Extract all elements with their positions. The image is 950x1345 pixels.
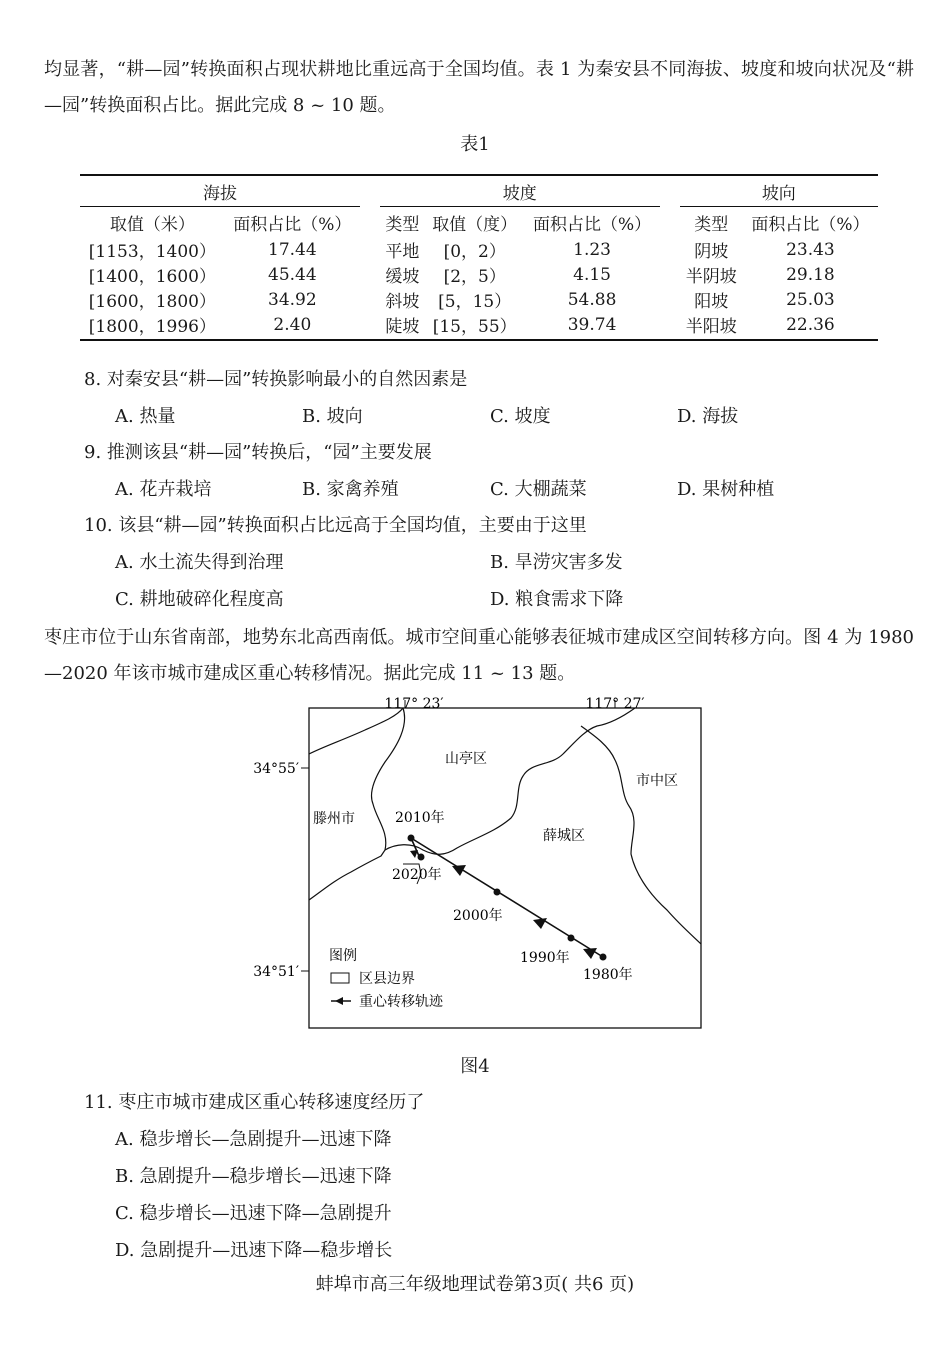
table-cell: 54.88 <box>567 289 617 310</box>
question-11-option-c: C. 稳步增长—迅速下降—急剧提升 <box>115 1203 392 1224</box>
centroid-point-2000 <box>494 889 501 896</box>
page-footer: 蚌埠市高三年级地理试卷第3页( 共6 页) <box>315 1274 635 1295</box>
column-header: 类型 <box>385 214 420 235</box>
table-cell: 29.18 <box>786 264 835 285</box>
centroid-point-2020 <box>418 854 425 861</box>
table-cell: 半阳坡 <box>680 312 743 340</box>
column-header: 取值（度） <box>432 214 518 235</box>
lon-label: 117° 23′ <box>384 696 444 712</box>
question-8-option-a: A. 热量 <box>115 406 176 427</box>
column-header: 面积占比（%） <box>751 214 870 235</box>
intro-paragraph-2: 枣庄市位于山东省南部，地势东北高西南低。城市空间重心能够表征城市建成区空间转移方向。图 4 为 1980—2020 年该市城市建成区重心转移情况。据此完成 11 ~ 13 题。 <box>44 627 914 684</box>
table-cell: 17.44 <box>268 239 317 260</box>
table-cell: 25.03 <box>786 289 835 310</box>
question-9-option-d: D. 果树种植 <box>677 479 775 500</box>
region-label-xuecheng: 薛城区 <box>543 828 585 844</box>
table-cell: 缓坡 <box>385 267 420 287</box>
table-cell: [1800，1996） <box>80 312 225 340</box>
table-cell: 34.92 <box>268 289 317 310</box>
table-cell: 半阴坡 <box>685 267 737 287</box>
table-cell: 22.36 <box>743 312 878 340</box>
figure-4-map <box>253 696 705 1034</box>
question-9-stem: 9. 推测该县“耕—园”转换后，“园”主要发展 <box>84 442 432 463</box>
legend-item: 重心转移轨迹 <box>359 994 443 1010</box>
column-header: 取值（米） <box>109 214 195 235</box>
question-10-option-c: C. 耕地破碎化程度高 <box>115 589 284 610</box>
question-11-option-a: A. 稳步增长—急剧提升—迅速下降 <box>115 1129 392 1150</box>
table-cell: 陡坡 <box>380 312 425 340</box>
table-row <box>80 262 878 287</box>
table-cell: 平地 <box>385 242 420 262</box>
table-cell: [0，2） <box>443 242 506 262</box>
table-row <box>80 237 878 262</box>
centroid-point-1990 <box>568 935 575 942</box>
table-cell: 阳坡 <box>694 292 729 312</box>
table-cell: 45.44 <box>268 264 317 285</box>
intro-paragraph: 均显著，“耕—园”转换面积占现状耕地比重远高于全国均值。表 1 为秦安县不同海拔、坡度和坡向状况及“耕—园”转换面积占比。据此完成 8 ~ 10 题。 <box>44 59 914 116</box>
table-cell: 阴坡 <box>694 242 729 262</box>
question-10-stem: 10. 该县“耕—园”转换面积占比远高于全国均值，主要由于这里 <box>84 515 587 536</box>
question-8-option-d: D. 海拔 <box>677 406 739 427</box>
question-9-option-c: C. 大棚蔬菜 <box>490 479 587 500</box>
year-label-1990: 1990年 <box>520 950 570 966</box>
table-row <box>80 312 878 340</box>
legend-item: 区县边界 <box>359 971 415 987</box>
question-10-option-d: D. 粮食需求下降 <box>490 589 624 610</box>
group-header-slope: 坡度 <box>380 175 660 207</box>
table-cell: 39.74 <box>525 312 660 340</box>
table-cell: 2.40 <box>225 312 360 340</box>
question-11-option-b: B. 急剧提升—稳步增长—迅速下降 <box>115 1166 392 1187</box>
question-8-stem: 8. 对秦安县“耕—园”转换影响最小的自然因素是 <box>84 369 468 390</box>
question-8-option-c: C. 坡度 <box>490 406 551 427</box>
legend-title: 图例 <box>329 948 357 964</box>
column-header: 面积占比（%） <box>233 214 352 235</box>
table-cell: [1400，1600） <box>88 267 216 287</box>
lon-label: 117° 27′ <box>585 696 645 712</box>
lat-label: 34°51′ <box>253 964 299 980</box>
centroid-point-1980 <box>600 954 607 961</box>
table-cell: [2，5） <box>443 267 506 287</box>
question-10-option-a: A. 水土流失得到治理 <box>115 552 284 573</box>
question-11-stem: 11. 枣庄市城市建成区重心转移速度经历了 <box>84 1092 425 1113</box>
year-label-2010: 2010年 <box>395 810 445 826</box>
year-label-2020: 2020年 <box>392 867 442 883</box>
question-9-option-b: B. 家禽养殖 <box>302 479 399 500</box>
table-cell: [1153，1400） <box>88 242 216 262</box>
lat-label: 34°55′ <box>253 761 299 777</box>
table-caption: 表1 <box>460 134 490 155</box>
figure-caption: 图4 <box>460 1056 490 1077</box>
question-8-option-b: B. 坡向 <box>302 406 363 427</box>
table-cell: 1.23 <box>573 239 611 260</box>
table-cell: [15，55） <box>425 312 525 340</box>
question-10-option-b: B. 旱涝灾害多发 <box>490 552 623 573</box>
table-cell: 斜坡 <box>385 292 420 312</box>
table-cell: [1600，1800） <box>88 292 216 312</box>
question-9-option-a: A. 花卉栽培 <box>115 479 212 500</box>
centroid-point-2010 <box>408 835 415 842</box>
region-label-shizhong: 市中区 <box>636 773 678 789</box>
table-cell: 4.15 <box>573 264 611 285</box>
year-label-2000: 2000年 <box>453 908 503 924</box>
group-header-aspect: 坡向 <box>680 175 878 207</box>
column-header: 面积占比（%） <box>532 214 652 235</box>
group-header-altitude: 海拔 <box>80 175 360 207</box>
column-header: 类型 <box>694 214 729 235</box>
year-label-1980: 1980年 <box>583 967 633 983</box>
table-cell: [5，15） <box>438 292 512 312</box>
region-label-shanting: 山亭区 <box>445 751 487 767</box>
table-1 <box>80 174 878 341</box>
question-11-option-d: D. 急剧提升—迅速下降—稳步增长 <box>115 1240 393 1261</box>
table-cell: 23.43 <box>786 239 835 260</box>
table-row <box>80 287 878 312</box>
region-label-tengzhou: 滕州市 <box>313 811 355 827</box>
